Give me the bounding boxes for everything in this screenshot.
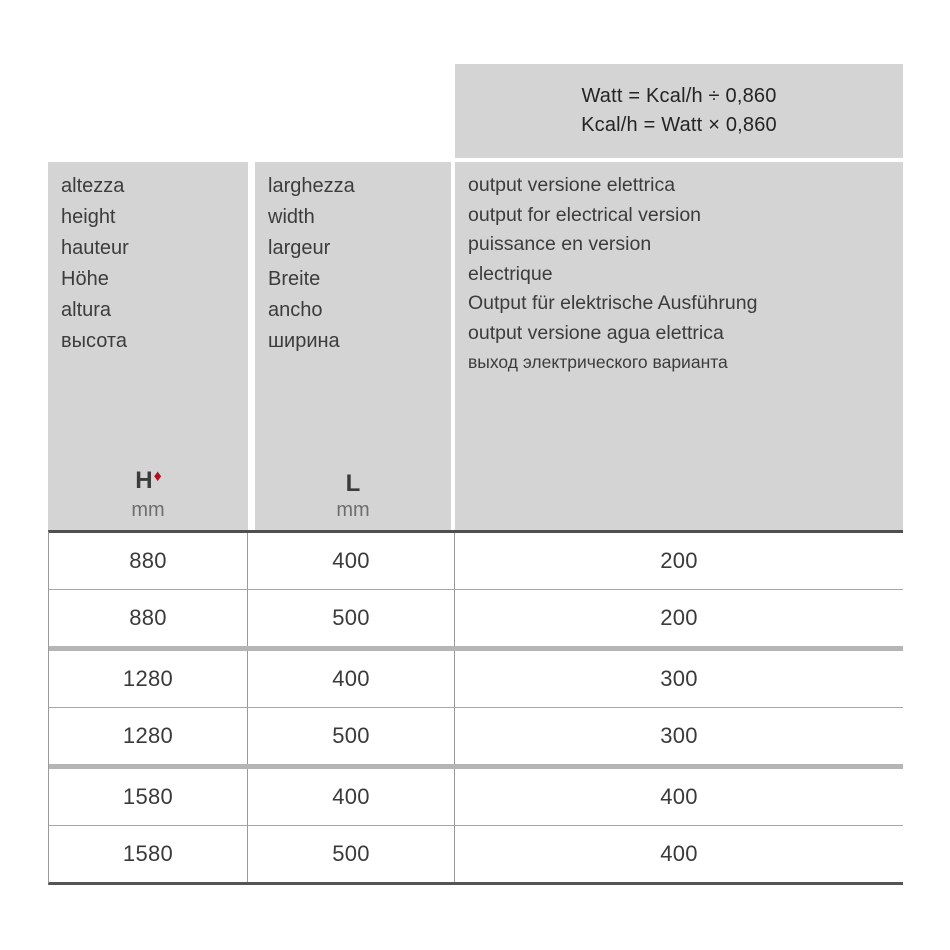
width-unit: mm (336, 499, 370, 521)
cell-output: 400 (660, 784, 698, 809)
conversion-formula-box (455, 64, 903, 158)
table-header (48, 162, 903, 530)
output-label-it-2: output versione agua elettrica (468, 321, 724, 344)
cell-output: 200 (660, 548, 698, 573)
height-label-fr: hauteur (61, 237, 129, 259)
table-row (49, 533, 903, 589)
width-symbol-block (255, 471, 451, 523)
formula-watt-from-kcal: Watt = Kcal/h ÷ 0,860 (581, 85, 777, 107)
table-row (49, 646, 903, 707)
output-label-de: Output für elektrische Ausführung (468, 292, 758, 314)
height-label-es: altura (61, 299, 112, 321)
table-row (49, 764, 903, 825)
height-label-de: Höhe (61, 268, 109, 290)
cell-width: 400 (248, 651, 455, 707)
cell-width: 400 (248, 769, 455, 825)
cell-height: 1280 (49, 651, 248, 707)
cell-width: 500 (248, 826, 455, 882)
width-label-fr: largeur (268, 237, 331, 259)
table-row (49, 707, 903, 764)
width-label-de: Breite (268, 268, 321, 290)
width-symbol: L (345, 470, 361, 497)
width-label-en: width (268, 206, 315, 228)
cell-output: 300 (660, 723, 698, 748)
height-label-ru: высота (61, 330, 127, 352)
cell-height: 880 (49, 590, 248, 646)
output-labels (455, 171, 903, 378)
cell-width: 400 (248, 533, 455, 589)
width-label-it: larghezza (268, 175, 355, 197)
cell-height: 1280 (49, 708, 248, 764)
cell-output: 300 (660, 666, 698, 691)
height-symbol (48, 468, 248, 497)
formula-kcal-from-watt: Kcal/h = Watt × 0,860 (581, 114, 777, 136)
output-label-it: output versione elettrica (468, 174, 676, 196)
output-label-fr-2: electrique (468, 262, 553, 285)
diamond-icon: ♦ (153, 468, 162, 485)
cell-width: 500 (248, 590, 455, 646)
output-label-en: output for electrical version (468, 203, 702, 226)
height-symbol-letter: H (135, 467, 153, 494)
spec-table (48, 530, 903, 885)
output-label-ru: выход электрического варианта (468, 352, 728, 372)
table-row (49, 825, 903, 882)
width-label-es: ancho (268, 299, 323, 321)
cell-width: 500 (248, 708, 455, 764)
output-label-fr-1: puissance en version (468, 233, 652, 255)
height-labels (48, 171, 248, 357)
table-row (49, 589, 903, 646)
width-labels (255, 171, 451, 357)
header-column-output (455, 162, 903, 530)
cell-height: 1580 (49, 826, 248, 882)
cell-height: 880 (49, 533, 248, 589)
width-label-ru: ширина (268, 330, 340, 352)
height-unit: mm (131, 499, 165, 521)
height-label-it: altezza (61, 175, 125, 197)
height-symbol-block (48, 468, 248, 523)
cell-height: 1580 (49, 769, 248, 825)
cell-output: 200 (660, 605, 698, 630)
height-label-en: height (61, 206, 116, 228)
cell-output: 400 (660, 841, 698, 866)
header-column-height (48, 162, 248, 530)
header-column-width (255, 162, 451, 530)
